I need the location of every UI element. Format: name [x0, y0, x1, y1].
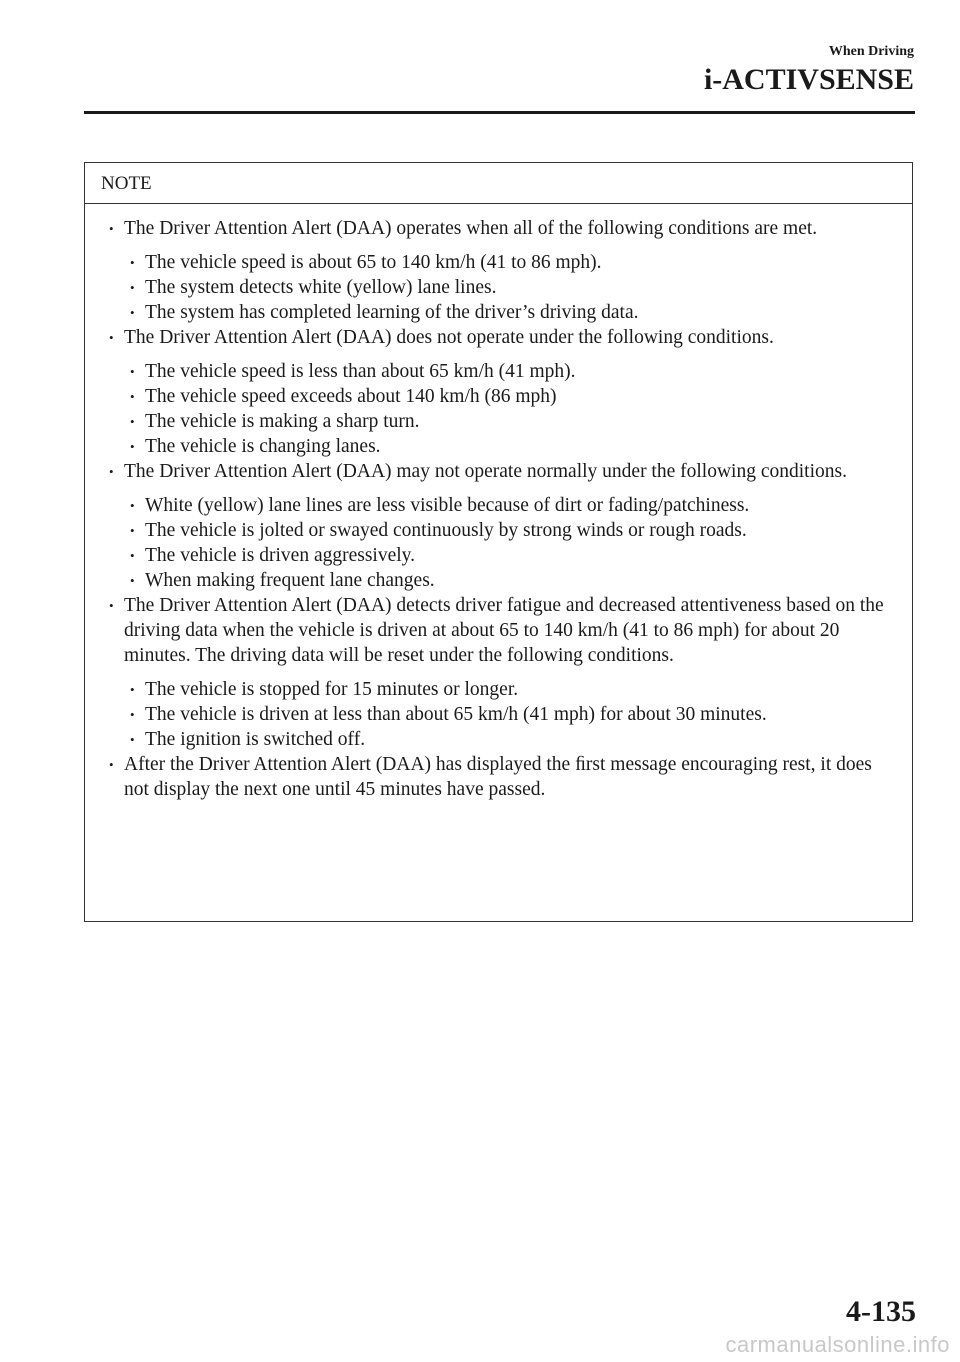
- note-title: NOTE: [85, 163, 912, 204]
- sub-list-item: • The vehicle speed exceeds about 140 km/h (86 mph): [105, 384, 892, 409]
- list-item: • The Driver Attention Alert (DAA) does not operate under the following conditions.: [105, 325, 892, 350]
- sub-list-item: • The vehicle is changing lanes.: [105, 434, 892, 459]
- list-item: • After the Driver Attention Alert (DAA) has displayed the ﬁrst message encouraging rest, it does not display the next one until 45 minutes have passed.: [105, 752, 892, 802]
- sub-list-item: • The vehicle is driven at less than about 65 km/h (41 mph) for about 30 minutes.: [105, 702, 892, 727]
- sub-list-item: • The vehicle is stopped for 15 minutes or longer.: [105, 677, 892, 702]
- chapter-title: i-ACTIVSENSE: [703, 63, 914, 96]
- sub-list-item: • White (yellow) lane lines are less visible because of dirt or fading/patchiness.: [105, 493, 892, 518]
- sub-list-item: • The vehicle is driven aggressively.: [105, 543, 892, 568]
- sub-list-item: • When making frequent lane changes.: [105, 568, 892, 593]
- page-number: 4-135: [846, 1295, 916, 1328]
- header-rule: [84, 111, 915, 114]
- note-box: [84, 162, 913, 922]
- list-item: • The Driver Attention Alert (DAA) operates when all of the following conditions are met.: [105, 216, 892, 241]
- sub-list-item: • The vehicle is jolted or swayed continuously by strong winds or rough roads.: [105, 518, 892, 543]
- sub-list-item: • The vehicle speed is about 65 to 140 km/h (41 to 86 mph).: [105, 250, 892, 275]
- sub-list-item: • The vehicle speed is less than about 65 km/h (41 mph).: [105, 359, 892, 384]
- sub-list-item: • The system has completed learning of the driver’s driving data.: [105, 300, 892, 325]
- list-item: • The Driver Attention Alert (DAA) detects driver fatigue and decreased attentiveness based on the driving data when the vehicle is driven at about 65 to 140 km/h (41 to 86 mph) for about 20 minutes. The driving data will be reset under the following conditions.: [105, 593, 892, 668]
- list-item: • The Driver Attention Alert (DAA) may not operate normally under the following conditions.: [105, 459, 892, 484]
- watermark[interactable]: carmanualsonline.info: [725, 1332, 950, 1357]
- sub-list-item: • The ignition is switched off.: [105, 727, 892, 752]
- sub-list-item: • The vehicle is making a sharp turn.: [105, 409, 892, 434]
- sub-list-item: • The system detects white (yellow) lane lines.: [105, 275, 892, 300]
- page-header: [704, 44, 914, 97]
- section-title: When Driving: [828, 44, 914, 59]
- note-body: [85, 204, 912, 802]
